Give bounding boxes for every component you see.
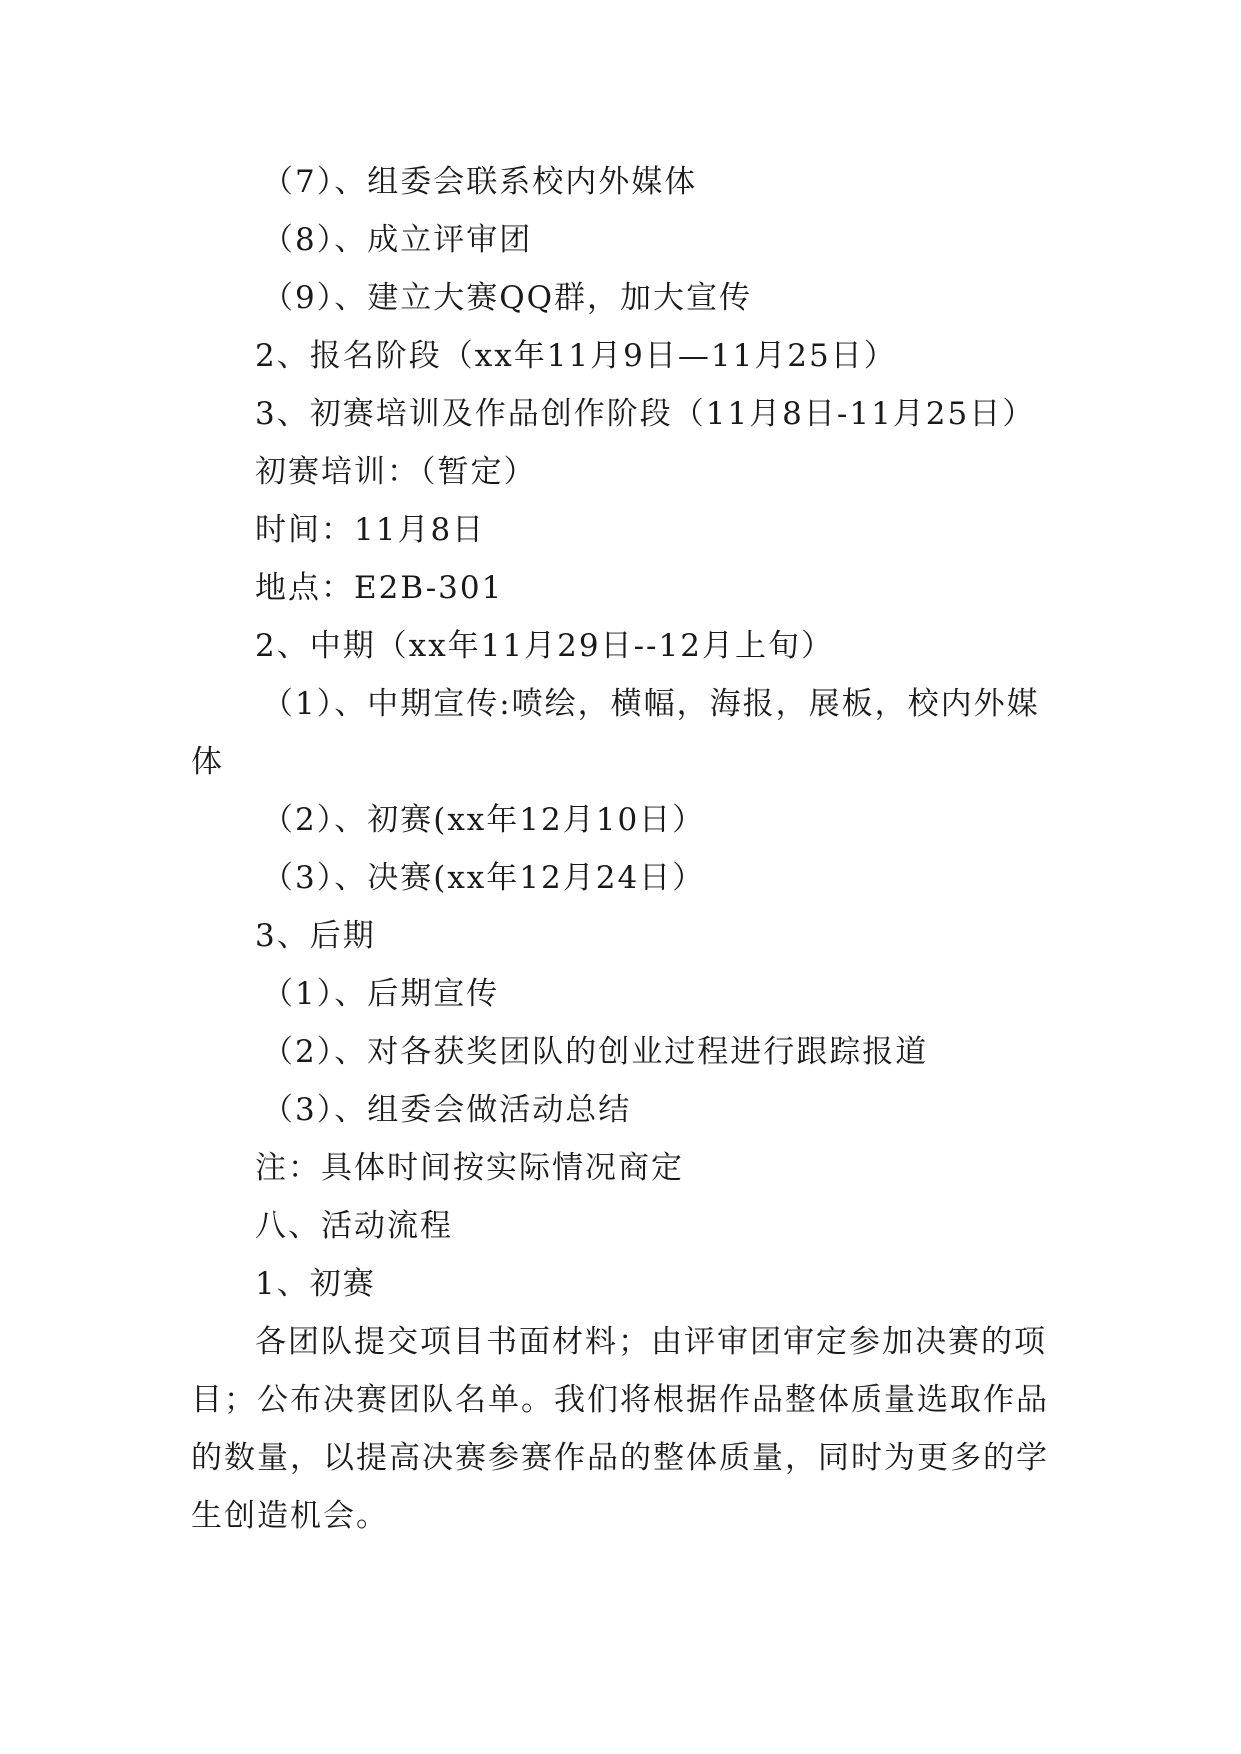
text-line: （2）、初赛(xx年12月10日）: [262, 802, 706, 838]
paragraph-line: 的数量，以提高决赛参赛作品的整体质量，同时为更多的学: [191, 1440, 1049, 1476]
text-line: 体: [191, 744, 224, 780]
text-line: 地点：E2B-301: [255, 570, 504, 606]
text-line: 3、后期: [255, 918, 376, 954]
text-line: （1）、后期宣传: [262, 976, 500, 1012]
section-heading: 八、活动流程: [255, 1208, 453, 1244]
paragraph-line: 各团队提交项目书面材料；由评审团审定参加决赛的项: [255, 1324, 1047, 1360]
text-line: 注：具体时间按实际情况商定: [255, 1150, 684, 1186]
text-line: （3）、组委会做活动总结: [262, 1092, 632, 1128]
text-line: 2、报名阶段（xx年11月9日—11月25日）: [255, 338, 897, 374]
text-line: （2）、对各获奖团队的创业过程进行跟踪报道: [262, 1034, 929, 1070]
text-line: 3、初赛培训及作品创作阶段（11月8日-11月25日）: [255, 396, 1036, 432]
text-line: （1）、中期宣传:喷绘，横幅，海报，展板，校内外媒: [262, 686, 1040, 722]
text-line: 2、中期（xx年11月29日--12月上旬）: [255, 628, 834, 664]
text-line: （7）、组委会联系校内外媒体: [262, 164, 698, 200]
text-line: （8）、成立评审团: [262, 222, 533, 258]
text-line: （3）、决赛(xx年12月24日）: [262, 860, 706, 896]
text-line: 时间：11月8日: [255, 512, 486, 548]
text-line: （9）、建立大赛QQ群，加大宣传: [262, 280, 753, 316]
paragraph-line: 生创造机会。: [191, 1498, 389, 1534]
paragraph-line: 目；公布决赛团队名单。我们将根据作品整体质量选取作品: [191, 1382, 1049, 1418]
text-line: 1、初赛: [255, 1266, 376, 1302]
text-line: 初赛培训：（暂定）: [255, 454, 537, 490]
